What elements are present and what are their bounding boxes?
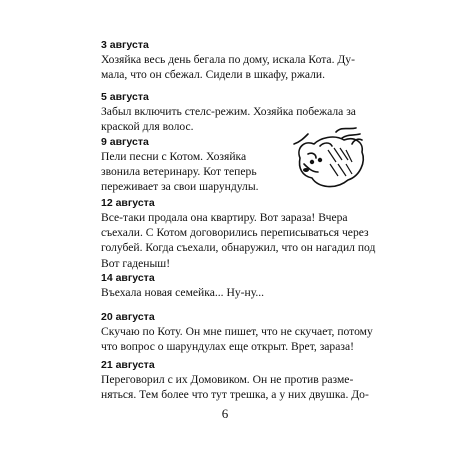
page-number: 6 [221, 406, 229, 421]
entry-date: 21 августа [101, 359, 155, 371]
diary-entry [101, 271, 365, 300]
diary-entry [101, 38, 365, 82]
entry-date: 5 августа [101, 91, 149, 103]
entry-date: 9 августа [101, 136, 149, 148]
entry-line: Все-таки продала она квартиру. Вот зараза! Вчера [101, 211, 348, 224]
entry-line: голубей. Когда съехали, обнаружил, что он нагадил под [101, 241, 376, 255]
entry-line: Въехала новая семейка... Ну-ну... [101, 286, 265, 299]
entry-line: краской для волос. [101, 120, 194, 134]
entry-line: Хозяйка весь день бегала по дому, искала Кота. Ду- [101, 53, 355, 66]
entry-line: съехали. С Котом договорились переписываться через [101, 226, 369, 240]
entry-line: Переговорил с их Домовиком. Он не против разме- [101, 373, 354, 386]
entry-line: Забыл включить стелс-режим. Хозяйка побежала за [101, 105, 356, 118]
entry-line: что вопрос о шарундулах еще открыт. Врет, зараза! [101, 340, 354, 354]
entry-line: переживает за свои шарундулы. [101, 180, 259, 194]
entry-date: 12 августа [101, 197, 155, 209]
diary-entry [101, 196, 376, 271]
entry-date: 20 августа [101, 311, 155, 323]
entry-line: Вот гаденыш! [101, 256, 171, 270]
entry-line: Скучаю по Коту. Он мне пишет, что не скучает, потому [101, 325, 373, 338]
diary-entry [101, 135, 286, 195]
entry-line: звонила ветеринару. Кот теперь [101, 165, 257, 179]
entry-line: мала, что он сбежал. Сидели в шкафу, ржали. [101, 68, 325, 82]
diary-entry [101, 358, 369, 402]
entry-line: няться. Тем более что тут трешка, а у них двушка. До- [101, 388, 369, 402]
cat-drawing-icon [290, 118, 372, 200]
entry-line: Пели песни с Котом. Хозяйка [101, 150, 247, 163]
diary-entry [101, 310, 373, 354]
entry-date: 3 августа [101, 39, 149, 51]
entry-date: 14 августа [101, 272, 155, 284]
